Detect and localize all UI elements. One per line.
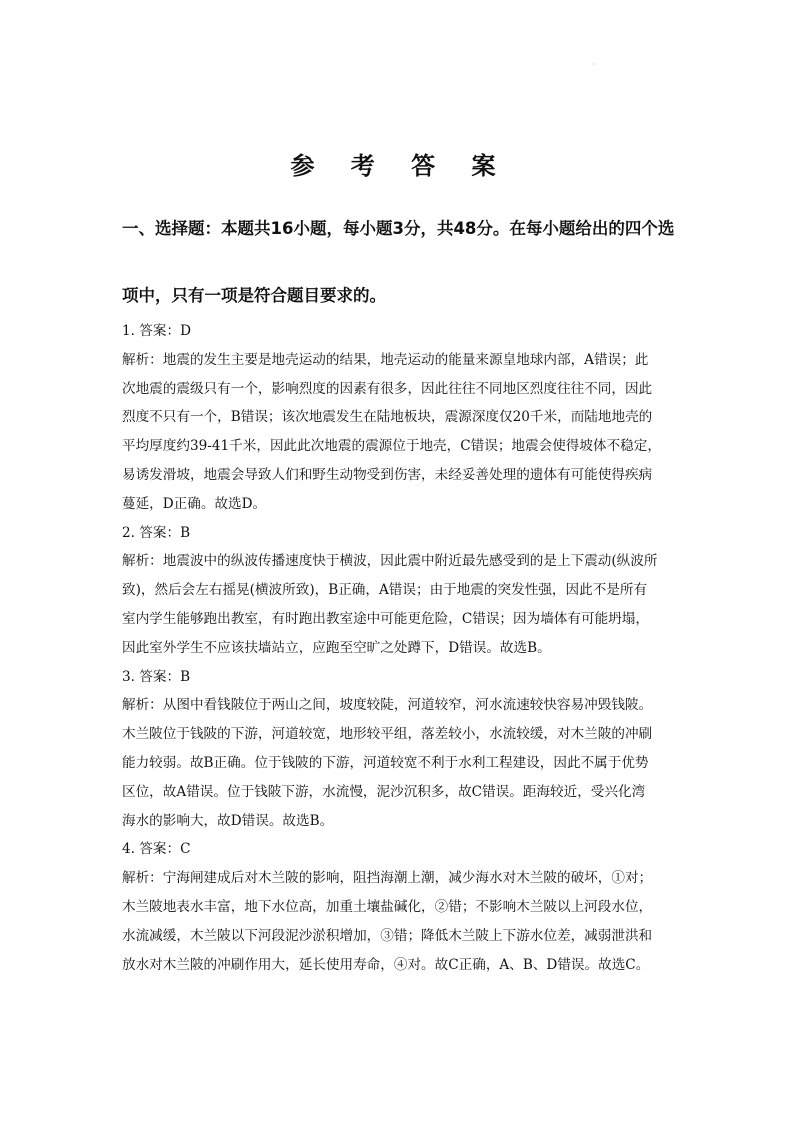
analysis-line: 解析：地震的发生主要是地壳运动的结果，地壳运动的能量来源皇地球内部，A错误；此: [122, 351, 649, 368]
analysis-line: 次地震的震级只有一个，影响烈度的因素有很多，因此往往不同地区烈度往往不同，因此: [122, 380, 653, 397]
question-1: [122, 317, 692, 519]
answer-list: [122, 317, 692, 979]
question-4: [122, 835, 692, 979]
header-mark: ·: [592, 60, 595, 69]
answer-line: 4. 答案：C: [122, 841, 191, 858]
section-heading-line-1: 一、选择题：本题共16小题，每小题3分，共48分。在每小题给出的四个选: [122, 219, 675, 238]
answer-line: 3. 答案：B: [122, 668, 191, 685]
section-heading-line-2: 项中，只有一项是符合题目要求的。: [122, 286, 386, 305]
page-title: 参 考 答 案: [290, 152, 510, 180]
analysis-line: 烈度不只有一个，B错误；该次地震发生在陆地板块，震源深度仅20千米，而陆地地壳的: [122, 409, 653, 426]
analysis-line: 能力较弱。故B正确。位于钱陂的下游，河道较宽不利于水利工程建设，因此不属于优势: [122, 754, 649, 771]
analysis-line: 解析：宁海闸建成后对木兰陂的影响，阻挡海潮上潮，减少海水对木兰陂的破坏，①对；: [122, 870, 653, 887]
analysis-line: 木兰陂位于钱陂的下游，河道较宽，地形较平组，落差较小，水流较缓，对木兰陂的冲刷: [122, 726, 653, 743]
answer-line: 2. 答案：B: [122, 524, 191, 541]
analysis-line: 木兰陂地表水丰富，地下水位高，加重土壤盐碱化，②错；不影响木兰陂以上河段水位，: [122, 898, 653, 915]
analysis-line: 蔓延，D正确。故选D。: [122, 495, 267, 512]
analysis-line: 区位，故A错误。位于钱陂下游，水流慢，泥沙沉积多，故C错误。距海较近，受兴化湾: [122, 783, 646, 800]
analysis-line: 室内学生能够跑出教室，有时跑出教室途中可能更危险，C错误；因为墙体有可能坍塌，: [122, 610, 649, 627]
analysis-line: 解析：从图中看钱陂位于两山之间，坡度较陡，河道较窄，河水流速较快容易冲毁钱陂。: [122, 697, 653, 714]
answer-line: 1. 答案：D: [122, 323, 191, 339]
analysis-line: 因此室外学生不应该扶墙站立，应跑至空旷之处蹲下，D错误。故选B。: [122, 639, 551, 656]
analysis-line: 易诱发滑坡，地震会导致人们和野生动物受到伤害，未经妥善处理的遗体有可能使得疾病: [122, 466, 653, 483]
analysis-line: 致)，然后会左右摇晃(横波所致)，B正确，A错误；由于地震的突发性强，因此不是所有: [122, 582, 648, 599]
question-3: [122, 663, 692, 836]
analysis-line: 解析：地震波中的纵波传播速度快于横波，因此震中附近最先感受到的是上下震动(纵波所: [122, 553, 658, 570]
analysis-line: 海水的影响大，故D错误。故选B。: [122, 812, 334, 829]
question-2: [122, 519, 692, 663]
analysis-line: 水流减缓，木兰陂以下河段泥沙淤积增加，③错；降低木兰陂上下游水位差，减弱泄洪和: [122, 927, 653, 944]
analysis-line: 平均厚度约39-41千米，因此此次地震的震源位于地壳，C错误；地震会使得坡体不稳定，: [122, 438, 661, 455]
analysis-line: 放水对木兰陂的冲刷作用大，延长使用寿命，④对。故C正确，A、B、D错误。故选C。: [122, 956, 650, 973]
